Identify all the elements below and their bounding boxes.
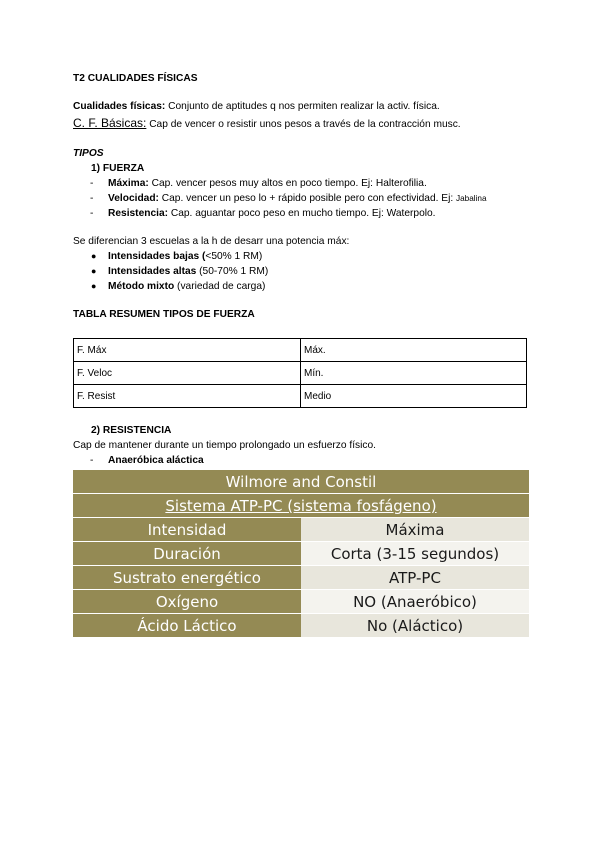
bullet-dot: ●	[91, 281, 97, 291]
dash-bullet: -	[90, 178, 94, 189]
atp-value: Corta (3-15 segundos)	[301, 542, 529, 566]
dash-bullet: -	[90, 193, 94, 204]
cualidades-definition	[73, 101, 440, 112]
fuerza-text: Cap. vencer pesos muy altos en poco tiempo. Ej: Halterofilia.	[148, 178, 427, 189]
escuela-text: (variedad de carga)	[174, 281, 266, 292]
atp-value: Máxima	[301, 518, 529, 542]
fuerza-heading: 1) FUERZA	[91, 163, 145, 174]
atp-label: Sustrato energético	[73, 566, 301, 590]
fuerza-term: Máxima:	[108, 178, 149, 189]
table-cell: F. Resist	[74, 385, 301, 408]
table-row	[73, 542, 529, 566]
atp-label: Oxígeno	[73, 590, 301, 614]
basicas-label: C. F. Básicas:	[73, 116, 147, 130]
table-row	[74, 339, 527, 362]
cualidades-label: Cualidades físicas:	[73, 101, 166, 112]
fuerza-text: Cap. vencer un peso lo + rápido posible pero con efectividad. Ej:	[158, 193, 456, 204]
atp-value: No (Aláctico)	[301, 614, 529, 638]
cualidades-text: Conjunto de aptitudes q nos permiten realizar la activ. física.	[165, 101, 440, 112]
atp-label: Intensidad	[73, 518, 301, 542]
fuerza-term: Velocidad:	[108, 193, 159, 204]
tabla-resumen-heading: TABLA RESUMEN TIPOS DE FUERZA	[73, 309, 255, 320]
escuela-term: Intensidades altas	[108, 266, 197, 277]
table-row	[73, 518, 529, 542]
atp-value: NO (Anaeróbico)	[301, 590, 529, 614]
fuerza-text: Cap. aguantar poco peso en mucho tiempo. Ej: Waterpolo.	[168, 208, 436, 219]
table-cell: Mín.	[301, 362, 527, 385]
atp-label: Ácido Láctico	[73, 614, 301, 638]
table-row	[74, 362, 527, 385]
table-row	[73, 590, 529, 614]
table-cell: Máx.	[301, 339, 527, 362]
table-row	[73, 566, 529, 590]
escuela-text: (50-70% 1 RM)	[196, 266, 269, 277]
document-title: T2 CUALIDADES FÍSICAS	[73, 73, 198, 84]
table-row	[73, 614, 529, 638]
bullet-dot: ●	[91, 251, 97, 261]
atp-title-row	[73, 470, 529, 494]
dash-bullet: -	[90, 208, 94, 219]
fuerza-term: Resistencia:	[108, 208, 169, 219]
resistencia-sub: Anaeróbica aláctica	[108, 455, 204, 466]
table-cell: Medio	[301, 385, 527, 408]
table-row	[74, 385, 527, 408]
escuelas-intro: Se diferencian 3 escuelas a la h de desarr una potencia máx:	[73, 236, 350, 247]
resistencia-text: Cap de mantener durante un tiempo prolongado un esfuerzo físico.	[73, 440, 376, 451]
table-cell: F. Veloc	[74, 362, 301, 385]
atp-subtitle: Sistema ATP-PC (sistema fosfágeno)	[73, 494, 529, 518]
table-cell: F. Máx	[74, 339, 301, 362]
escuela-term: Método mixto	[108, 281, 175, 292]
resistencia-heading: 2) RESISTENCIA	[91, 425, 172, 436]
escuela-term: Intensidades bajas (	[108, 251, 206, 262]
dash-bullet: -	[90, 455, 94, 466]
basicas-definition	[73, 116, 461, 130]
fuerza-extra: Jabalina	[456, 194, 487, 203]
atp-title: Wilmore and Constil	[73, 470, 529, 494]
escuela-text: <50% 1 RM)	[205, 251, 263, 262]
atp-pc-table	[73, 470, 529, 638]
tipos-heading: TIPOS	[73, 148, 104, 159]
atp-subtitle-row	[73, 494, 529, 518]
tabla-resumen	[73, 338, 527, 408]
atp-value: ATP-PC	[301, 566, 529, 590]
bullet-dot: ●	[91, 266, 97, 276]
basicas-text: Cap de vencer o resistir unos pesos a través de la contracción musc.	[146, 119, 461, 130]
atp-label: Duración	[73, 542, 301, 566]
